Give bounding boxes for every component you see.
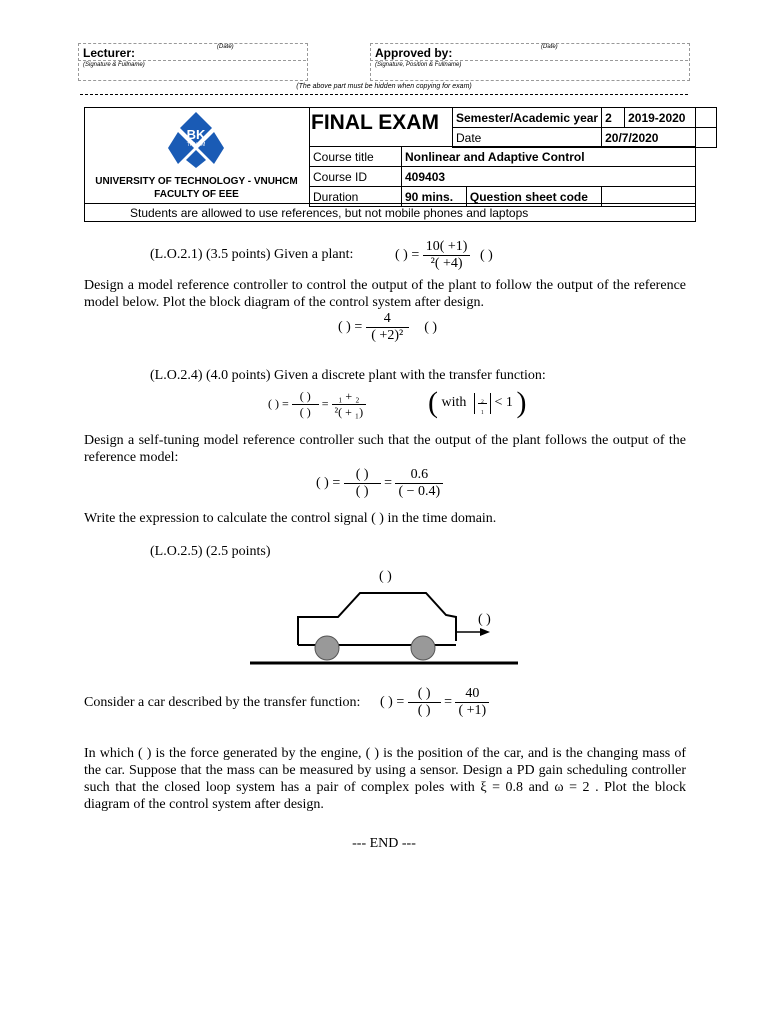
q2-frac2 bbox=[332, 389, 367, 420]
q2-model-equals: = bbox=[384, 475, 392, 491]
q2-cond-rhs: < 1 bbox=[494, 395, 513, 410]
course-id-value: 409403 bbox=[402, 167, 696, 187]
end-marker: --- END --- bbox=[352, 836, 416, 851]
q3-tf-f1-num: ( ) bbox=[408, 686, 441, 703]
q1-plant-eq bbox=[395, 239, 493, 272]
approved-sign-line bbox=[370, 60, 688, 61]
q3-tf-f1-den: ( ) bbox=[417, 703, 431, 718]
q2-cond-abs bbox=[474, 393, 491, 414]
q2-equals: = bbox=[321, 396, 329, 411]
cut-line bbox=[80, 94, 688, 95]
q1-model-lhs: ( ) = bbox=[338, 319, 363, 335]
q2-model-lhs: ( ) = bbox=[316, 475, 341, 491]
q2-model-f1 bbox=[344, 467, 381, 500]
q1-model-den: ( +2)² bbox=[371, 328, 404, 343]
course-title-label: Course title bbox=[310, 147, 402, 167]
q2-frac1 bbox=[292, 389, 319, 420]
q2-cond-with: with bbox=[441, 395, 467, 410]
logo-sub: TP.HCM bbox=[186, 142, 206, 148]
duration-label: Duration bbox=[310, 187, 402, 207]
approved-date: (Date) bbox=[541, 44, 558, 50]
q1-plant-num: 10( +1) bbox=[423, 239, 471, 256]
info-table-bottom bbox=[309, 146, 696, 207]
q2-frac2-num: ₁ + ₂ bbox=[332, 389, 367, 405]
sheet-code-value bbox=[601, 187, 695, 207]
q3-intro: (L.O.2.5) (2.5 points) bbox=[150, 544, 271, 559]
q2-model-f1-num: ( ) bbox=[344, 467, 381, 484]
q2-cond-rparen: ) bbox=[516, 386, 527, 419]
duration-value: 90 mins. bbox=[402, 187, 467, 207]
q3-text: In which ( ) is the force generated by the engine, ( ) is the position of the car, and is the changing mass of the car. Suppose that the mass can be measured by using a sensor. Design a PD gain scheduling controller such that the closed loop system has a pair of complex poles with ξ = 0.8 and ω = 2 . Plot the block diagram of the control system after design. bbox=[84, 746, 686, 812]
q1-plant-lhs: ( ) = bbox=[395, 247, 420, 263]
info-table-top bbox=[452, 107, 717, 148]
lecturer-date: (Date) bbox=[217, 44, 234, 50]
q3-tf-f2 bbox=[455, 686, 489, 719]
q2-model-f1-den: ( ) bbox=[355, 484, 369, 499]
lecturer-sign-line bbox=[78, 60, 306, 61]
q1-model-rhs: ( ) bbox=[424, 319, 438, 335]
car-wheel-front bbox=[411, 636, 435, 660]
q2-model-eq bbox=[316, 467, 443, 500]
q2-text2: Write the expression to calculate the control signal ( ) in the time domain. bbox=[84, 511, 497, 526]
q2-text: Design a self-tuning model reference controller such that the output of the plant follows the output of the reference model: bbox=[84, 433, 686, 465]
position-arrowhead bbox=[480, 628, 490, 636]
q1-plant-frac bbox=[423, 239, 471, 272]
lecturer-sig-note: (Signature & Fullname) bbox=[83, 62, 145, 68]
q2-lhs: ( ) = bbox=[268, 396, 289, 411]
q2-model-f2-den: ( − 0.4) bbox=[398, 484, 441, 499]
q1-model-num: 4 bbox=[366, 311, 409, 328]
university-name: UNIVERSITY OF TECHNOLOGY - VNUHCM bbox=[95, 176, 298, 187]
hidden-note: (The above part must be hidden when copying for exam) bbox=[296, 83, 472, 90]
q3-tf-f2-num: 40 bbox=[455, 686, 489, 703]
q3-tf-lhs: ( ) = bbox=[380, 694, 405, 710]
q3-consider: Consider a car described by the transfer function: bbox=[84, 695, 361, 710]
date-label: Date bbox=[453, 128, 602, 148]
rules-note: Students are allowed to use references, but not mobile phones and laptops bbox=[130, 206, 529, 220]
faculty-name: FACULTY OF EEE bbox=[154, 189, 239, 200]
q2-model-f2-num: 0.6 bbox=[395, 467, 443, 484]
q3-tf-eq bbox=[380, 686, 489, 719]
lecturer-label: Lecturer: bbox=[83, 46, 136, 60]
q1-plant-den: ²( +4) bbox=[430, 256, 463, 271]
q1-text: Design a model reference controller to control the output of the plant to follow the output of the reference model below. Plot the block diagram of the control system after design. bbox=[84, 278, 686, 310]
semester-value: 2 bbox=[602, 108, 625, 128]
q3-tf-equals: = bbox=[444, 694, 452, 710]
q3-pos-label: ( ) bbox=[478, 612, 491, 627]
q1-intro bbox=[150, 247, 353, 263]
q2-plant-eq bbox=[268, 389, 366, 420]
q2-intro: (L.O.2.4) (4.0 points) Given a discrete plant with the transfer function: bbox=[150, 368, 546, 383]
q2-cond-num: ₂ bbox=[478, 393, 487, 404]
q1-intro-text: (L.O.2.1) (3.5 points) Given a plant: bbox=[150, 247, 354, 262]
q3-tf-f2-den: ( +1) bbox=[458, 703, 487, 718]
q1-plant-rhs: ( ) bbox=[479, 247, 493, 263]
q2-model-f2 bbox=[395, 467, 443, 500]
approved-label: Approved by: bbox=[375, 46, 453, 60]
q2-frac1-num: ( ) bbox=[292, 389, 319, 405]
logo-text: BK bbox=[186, 127, 206, 142]
q2-frac2-den: ²( + ₁) bbox=[334, 405, 364, 419]
q1-model-frac bbox=[366, 311, 409, 344]
year-value: 2019-2020 bbox=[625, 108, 717, 128]
sheet-code-label: Question sheet code bbox=[466, 187, 601, 207]
course-title-value: Nonlinear and Adaptive Control bbox=[402, 147, 696, 167]
approved-sig-note: (Signature, Position & Fullname) bbox=[375, 62, 462, 68]
q2-frac1-den: ( ) bbox=[299, 405, 311, 419]
q3-force-label: ( ) bbox=[379, 569, 392, 584]
car-wheel-rear bbox=[315, 636, 339, 660]
q3-tf-f1 bbox=[408, 686, 441, 719]
q2-condition bbox=[428, 386, 526, 420]
q2-cond-lparen: ( bbox=[428, 386, 438, 419]
q2-cond-frac bbox=[478, 393, 487, 414]
date-value: 20/7/2020 bbox=[602, 128, 717, 148]
q2-cond-den: ₁ bbox=[480, 403, 485, 414]
q1-model-eq bbox=[338, 311, 437, 344]
semester-label: Semester/Academic year bbox=[453, 108, 602, 128]
course-id-label: Course ID bbox=[310, 167, 402, 187]
exam-title: FINAL EXAM bbox=[311, 111, 439, 134]
